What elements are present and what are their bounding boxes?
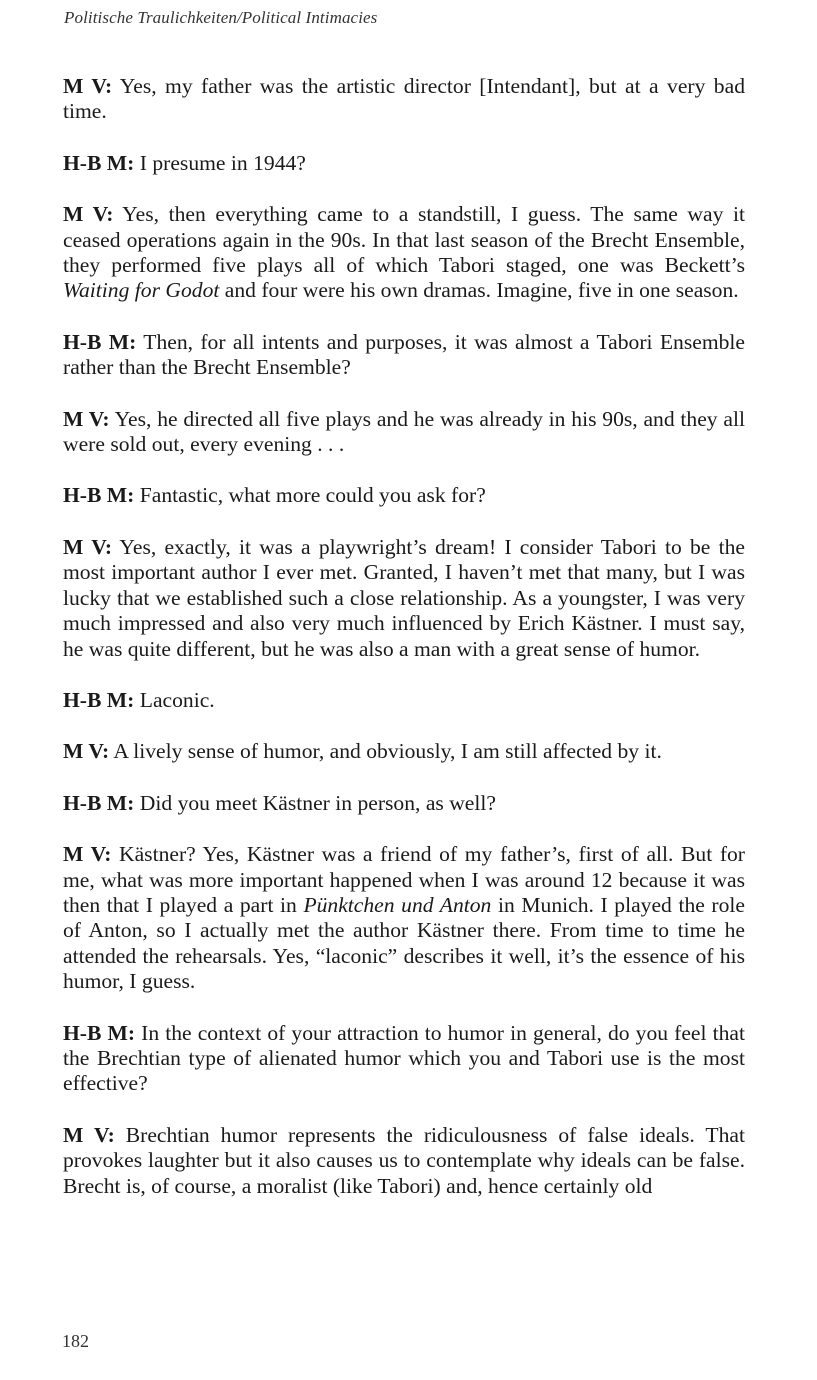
interview-paragraph (63, 202, 745, 304)
paragraph-text: Yes, he directed all five plays and he was already in his 90s, and they all were sold out, every evening . . . (63, 406, 745, 457)
speaker-label: M V: (63, 202, 114, 227)
interview-paragraph (63, 535, 745, 662)
interview-paragraph (63, 688, 745, 713)
speaker-label: H-B M: (63, 329, 137, 354)
speaker-label: H-B M: (63, 1020, 136, 1045)
speaker-label: H-B M: (63, 150, 135, 175)
speaker-label: M V: (63, 842, 112, 867)
paragraph-text: Fantastic, what more could you ask for? (134, 483, 486, 508)
italic-title-text: Pünktchen und Anton (303, 892, 492, 917)
paragraph-text: I presume in 1944? (134, 150, 306, 175)
interview-paragraph (63, 74, 745, 125)
speaker-label: H-B M: (63, 687, 135, 712)
paragraph-text: in Munich. I played the role of Anton, so I actually met the author Kästner there. From time to time he attended the rehearsals. Yes, “laconic” describes it well, it’s the essence of his humor, I guess. (63, 892, 745, 994)
paragraph-text: In the context of your attraction to humor in general, do you feel that the Brechtian type of alienated humor which you and Tabori use is the most effective? (63, 1020, 745, 1096)
interview-paragraph (63, 1123, 745, 1199)
speaker-label: H-B M: (63, 483, 135, 508)
speaker-label: M V: (63, 406, 110, 431)
interview-paragraph (63, 1021, 745, 1097)
interview-paragraph (63, 842, 745, 994)
interview-paragraph (63, 330, 745, 381)
paragraph-text: and four were his own dramas. Imagine, five in one season. (219, 278, 739, 303)
page-number: 182 (62, 1331, 89, 1351)
italic-title-text: Waiting for Godot (63, 278, 220, 303)
paragraph-text: Yes, my father was the artistic director [Intendant], but at a very bad time. (63, 74, 745, 124)
paragraph-text: Laconic. (134, 687, 215, 712)
speaker-label: M V: (63, 534, 113, 559)
paragraph-text: A lively sense of humor, and obviously, I am still affected by it. (109, 739, 662, 764)
paragraph-text: Yes, exactly, it was a playwright’s dream! I consider Tabori to be the most important author I ever met. Granted, I haven’t met that many, but I was lucky that we established such a close relationship. As a youngster, I was very much impressed and also very much influenced by Erich Kästner. I must say, he was quite different, but he was also a man with a great sense of humor. (63, 534, 745, 661)
running-head: Politische Traulichkeiten/Political Intimacies (64, 8, 378, 27)
interview-paragraph (63, 739, 745, 764)
interview-paragraph (63, 483, 745, 508)
speaker-label: M V: (63, 739, 110, 764)
paragraph-text: Did you meet Kästner in person, as well? (134, 790, 496, 815)
interview-paragraph (63, 151, 745, 176)
speaker-label: M V: (63, 1122, 115, 1147)
interview-paragraph (63, 407, 745, 458)
interview-text (63, 74, 745, 1225)
interview-paragraph (63, 791, 745, 816)
paragraph-text: Yes, then everything came to a standstill, I guess. The same way it ceased operations again in the 90s. In that last season of the Brecht Ensemble, they performed five plays all of which Tabori staged, one was Beckett’s (63, 202, 745, 278)
paragraph-text: Kästner? Yes, Kästner was a friend of my father’s, first of all. But for me, what was more important happened when I was around 12 because it was then that I played a part in (63, 842, 745, 917)
speaker-label: H-B M: (63, 790, 135, 815)
paragraph-text: Brechtian humor represents the ridiculousness of false ideals. That provokes laughter but it also causes us to contemplate why ideals can be false. Brecht is, of course, a moralist (like Tabori) and, hence certainly old (63, 1122, 745, 1198)
speaker-label: M V: (63, 74, 113, 98)
paragraph-text: Then, for all intents and purposes, it was almost a Tabori Ensemble rather than the Brecht Ensemble? (63, 329, 745, 380)
